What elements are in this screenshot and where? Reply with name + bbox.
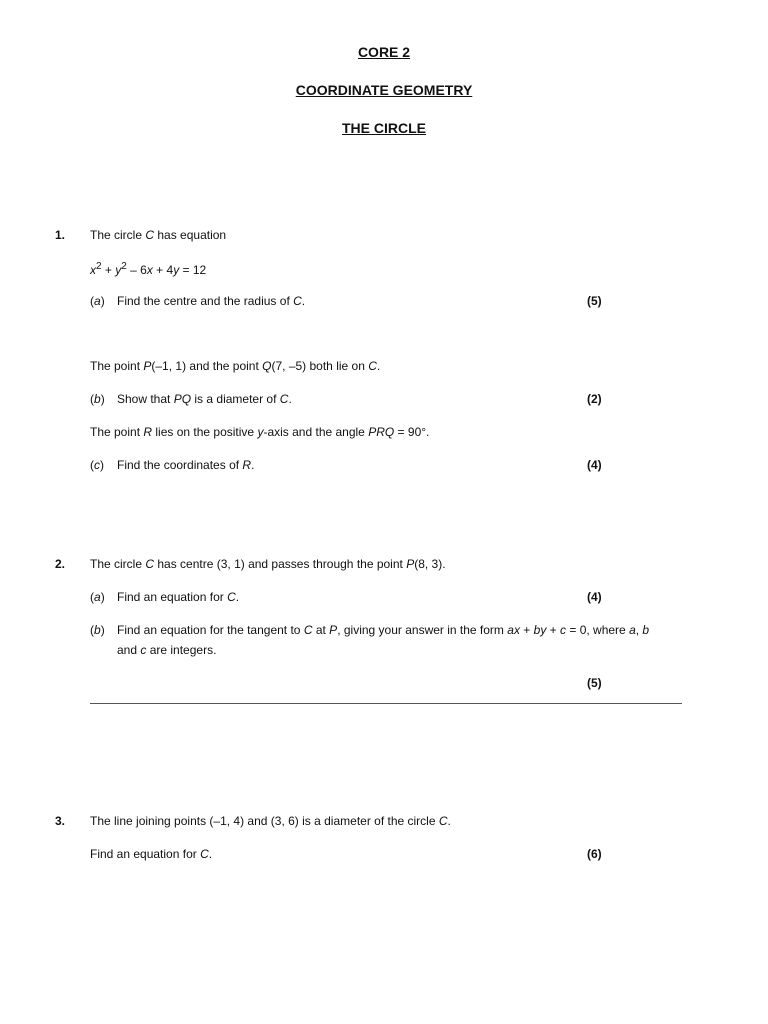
q2a-text: Find an equation for C. [117, 590, 240, 604]
q1-intro-var: C [145, 228, 155, 242]
q1-intro-pre: The circle [90, 228, 146, 242]
question-1-equation: $x^2 + y^2 - 6x + 4y = 12$ [90, 261, 207, 277]
course-heading: CORE 2 [357, 44, 411, 60]
question-3-number: 3. [55, 814, 66, 828]
answer-rule [90, 703, 682, 704]
q3-marks: (6) [587, 847, 602, 861]
q2a-marks: (4) [587, 590, 602, 604]
subtopic-heading: THE CIRCLE [342, 120, 426, 136]
question-2-stem: The circle C has centre (3, 1) and passes through the point P(8, 3). [90, 557, 446, 571]
q1-intro-post: has equation [154, 228, 227, 242]
q1b-marks: (2) [587, 392, 602, 406]
question-1-stem2: The point P(–1, 1) and the point Q(7, –5) both lie on C. [90, 359, 381, 373]
q2b-line1: Find an equation for the tangent to C at P, giving your answer in the form ax + by + c = 0, where a, b [117, 623, 650, 637]
q1c-text: Find the coordinates of R. [117, 458, 255, 472]
q1c-label: (c) [90, 458, 104, 472]
question-1a [90, 294, 305, 308]
question-3-stem: The line joining points (–1, 4) and (3, 6) is a diameter of the circle C. [90, 814, 451, 828]
question-1b [90, 392, 292, 406]
question-2-number: 2. [55, 557, 66, 571]
q2b-marks: (5) [587, 676, 602, 690]
q2a-label: (a) [90, 590, 105, 604]
question-3-instruction: Find an equation for C. [90, 847, 213, 861]
q1a-label: (a) [90, 294, 105, 308]
q1a-marks: (5) [587, 294, 602, 308]
q1c-marks: (4) [587, 458, 602, 472]
question-1-stem3: The point R lies on the positive y-axis and the angle PRQ = 90°. [90, 425, 430, 439]
question-1-number: 1. [55, 228, 66, 242]
q2b-label: (b) [90, 623, 105, 637]
topic-heading: COORDINATE GEOMETRY [295, 82, 473, 98]
question-1-intro [90, 228, 226, 242]
q1b-text: Show that PQ is a diameter of C. [117, 392, 292, 406]
q1b-label: (b) [90, 392, 105, 406]
question-1c [90, 458, 254, 472]
q2b-line2: and c are integers. [117, 643, 217, 657]
question-2b [90, 623, 649, 637]
question-2a [90, 590, 239, 604]
q1a-text: Find the centre and the radius of C. [117, 294, 306, 308]
